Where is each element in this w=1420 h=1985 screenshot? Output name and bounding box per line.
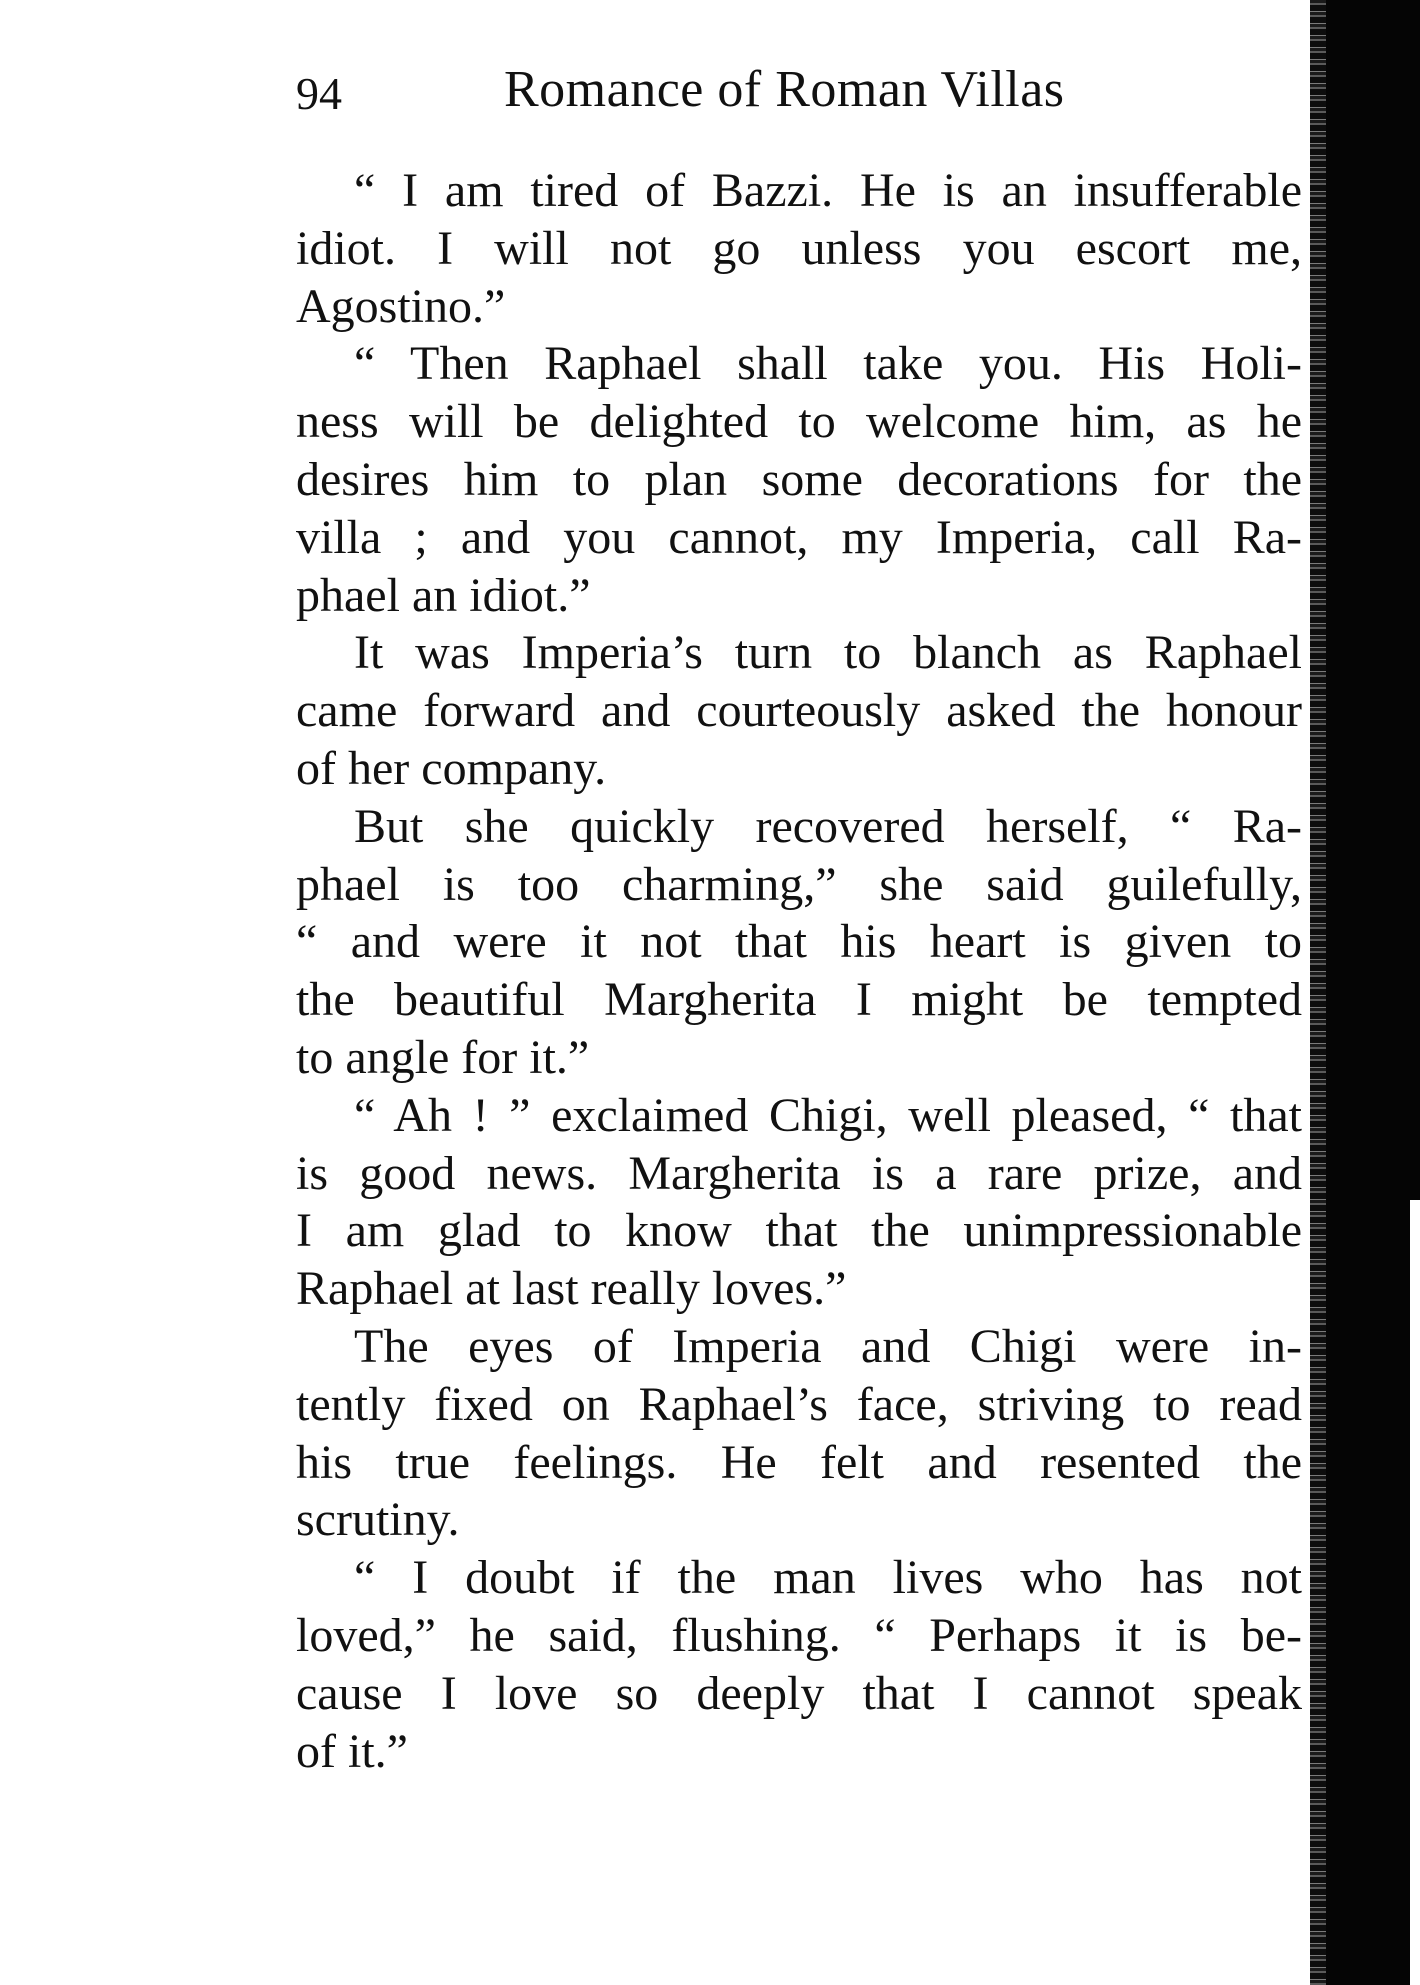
text-line: I am glad to know that the unimpressionable [296,1204,1302,1258]
text-line: idiot. I will not go unless you escort me, [296,221,1302,275]
text-line: phael is too charming,” she said guilefully, [296,857,1302,911]
text-line: “ Then Raphael shall take you. His Holi- [354,337,1302,391]
text-line: scrutiny. [296,1493,460,1547]
body-text [296,162,1302,1780]
text-line: desires him to plan some decorations for the [296,452,1302,506]
text-line: “ Ah ! ” exclaimed Chigi, well pleased, “ that [354,1088,1302,1142]
text-line: came forward and courteously asked the honour [296,684,1302,738]
text-line: ness will be delighted to welcome him, as he [296,395,1302,449]
text-line: Raphael at last really loves.” [296,1262,847,1316]
text-line: cause I love so deeply that I cannot speak [296,1666,1302,1720]
text-line: is good news. Margherita is a rare prize, and [296,1146,1302,1200]
binding-edge-gap [1410,1200,1420,1985]
page-number: 94 [296,68,342,119]
text-line: tently fixed on Raphael’s face, striving to read [296,1377,1302,1431]
text-line: of her company. [296,741,607,795]
text-line: “ I am tired of Bazzi. He is an insufferable [354,164,1302,217]
page-header [296,50,1306,130]
text-line: Agostino.” [296,279,506,333]
binding-edge [1318,0,1420,1985]
text-line: “ I doubt if the man lives who has not [354,1551,1302,1605]
text-line: his true feelings. He felt and resented the [296,1435,1302,1489]
text-line: loved,” he said, flushing. “ Perhaps it is be- [296,1608,1302,1662]
text-line: the beautiful Margherita I might be tempted [296,973,1302,1027]
text-line: But she quickly recovered herself, “ Ra- [354,799,1302,853]
text-line: villa ; and you cannot, my Imperia, call Ra- [296,510,1302,564]
text-line: to angle for it.” [296,1030,590,1084]
text-line: phael an idiot.” [296,568,591,622]
text-line: of it.” [296,1724,408,1778]
text-line: “ and were it not that his heart is given to [296,915,1302,969]
text-line: It was Imperia’s turn to blanch as Raphael [354,626,1302,680]
text-line: The eyes of Imperia and Chigi were in- [354,1319,1302,1373]
running-title: Romance of Roman Villas [504,61,1065,118]
